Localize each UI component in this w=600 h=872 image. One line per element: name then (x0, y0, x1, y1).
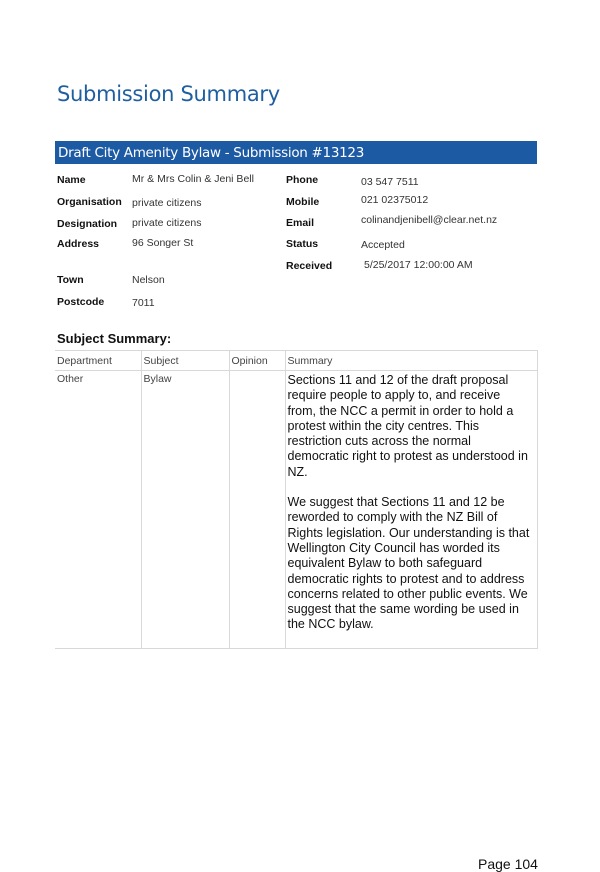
subject-summary-table (55, 350, 538, 649)
summary-paragraph-2: We suggest that Sections 11 and 12 be reworded to comply with the NZ Bill of Rights legislation. Our understanding is that Wellington City Council has worded its equivalent Bylaw to both safeguard democratic rights to protest and to address concerns related to other public events. We suggest that the same wording be used in the NCC bylaw. (287, 495, 530, 632)
email-label: Email (286, 217, 315, 229)
designation-label: Designation (57, 218, 118, 230)
cell-subject: Bylaw (141, 371, 229, 649)
name-label: Name (57, 174, 86, 186)
page-number: Page 104 (478, 856, 538, 872)
received-label: Received (286, 260, 333, 272)
mobile-value: 021 02375012 (361, 194, 429, 206)
postcode-value: 7011 (132, 297, 155, 309)
mobile-label: Mobile (286, 196, 320, 208)
submission-header-bar (55, 141, 537, 164)
column-header-opinion: Opinion (229, 351, 285, 371)
organisation-label: Organisation (57, 196, 122, 208)
cell-opinion (229, 371, 285, 649)
cell-summary (285, 371, 537, 649)
received-value: 5/25/2017 12:00:00 AM (364, 259, 473, 271)
page-title: Submission Summary (57, 82, 280, 106)
address-value: 96 Songer St (132, 237, 194, 249)
name-value: Mr & Mrs Colin & Jeni Bell (132, 173, 254, 185)
town-label: Town (57, 274, 84, 286)
status-label: Status (286, 238, 319, 250)
column-header-department: Department (55, 351, 141, 371)
phone-value: 03 547 7511 (361, 176, 419, 188)
phone-label: Phone (286, 174, 319, 186)
town-value: Nelson (132, 274, 165, 286)
cell-department: Other (55, 371, 141, 649)
designation-value: private citizens (132, 217, 202, 229)
organisation-value: private citizens (132, 197, 202, 209)
submission-header-text: Draft City Amenity Bylaw - Submission #13123 (58, 145, 364, 161)
postcode-label: Postcode (57, 296, 105, 308)
table-header-row (55, 351, 537, 371)
table-row (55, 371, 537, 649)
email-value: colinandjenibell@clear.net.nz (361, 214, 498, 226)
subject-summary-heading: Subject Summary: (57, 331, 172, 346)
summary-paragraph-1: Sections 11 and 12 of the draft proposal require people to apply to, and receive from, the NCC a permit in order to hold a protest within the city centres. This restriction cuts across the normal democratic right to protest as understood in NZ. (287, 373, 528, 479)
column-header-summary: Summary (285, 351, 537, 371)
status-value: Accepted (361, 239, 405, 251)
column-header-subject: Subject (141, 351, 229, 371)
address-label: Address (57, 238, 100, 250)
